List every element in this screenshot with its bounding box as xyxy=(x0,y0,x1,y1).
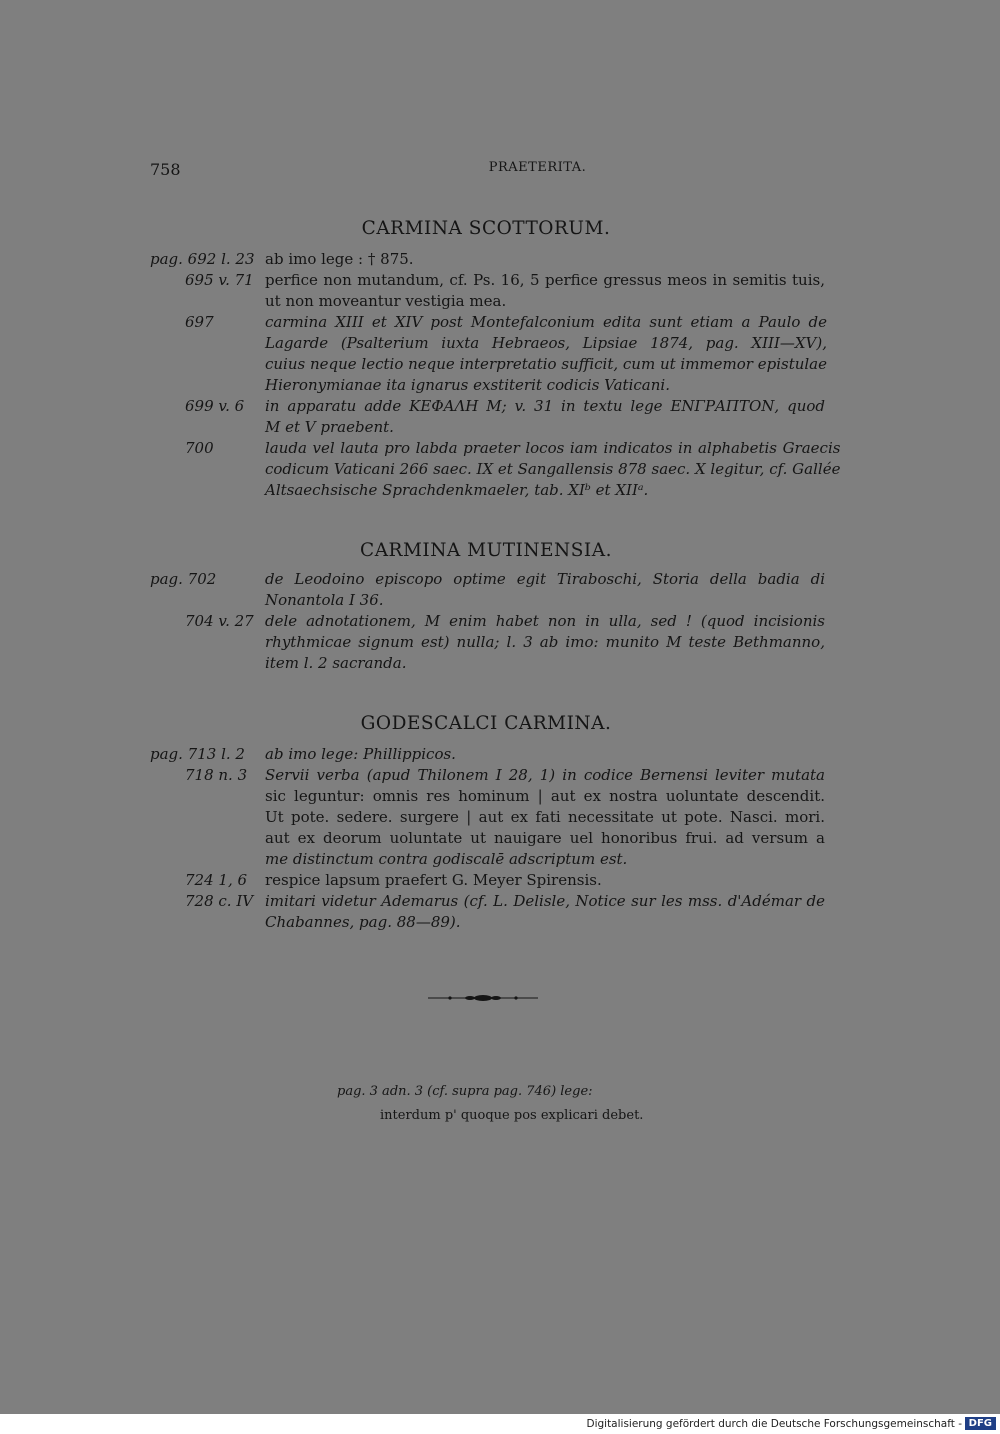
entry-line: Lagarde (Psalterium iuxta Hebraeos, Lipsiae 1874, pag. XIII—XV), xyxy=(265,334,828,352)
entry-line: cuius neque lectio neque interpretatio sufficit, cum ut immemor epistulae xyxy=(265,355,828,373)
page-number: 758 xyxy=(150,160,181,179)
entry-line: item l. 2 sacranda. xyxy=(265,654,407,672)
entry-line: ut non moveantur vestigia mea. xyxy=(265,292,507,310)
entry-line: Chabannes, pag. 88—89). xyxy=(265,913,461,931)
entry-line: rhythmicae signum est) nulla; l. 3 ab imo: munito M teste Bethmanno, xyxy=(265,633,825,651)
entry-ref: 700 xyxy=(185,439,214,457)
section-mutinensia xyxy=(150,569,825,674)
entry-ref: 718 n. 3 xyxy=(185,766,248,784)
entry-line: carmina XIII et XIV post Montefalconium edita sunt etiam a Paulo de xyxy=(265,313,828,331)
entry-697 xyxy=(150,312,828,396)
entry-ref: 724 1, 6 xyxy=(185,871,248,889)
entry-ref: 728 c. IV xyxy=(185,892,254,910)
funding-bar xyxy=(0,1414,1000,1434)
entry-713 xyxy=(150,744,825,765)
entry-line: respice lapsum praefert G. Meyer Spirensis. xyxy=(265,871,602,889)
entry-728 xyxy=(150,891,825,933)
entry-line: Ut pote. sedere. surgere | aut ex fati necessitate ut pote. Nasci. mori. xyxy=(265,808,825,826)
ornament-divider-icon xyxy=(428,992,538,1004)
entry-702 xyxy=(150,569,825,611)
footnote-line-2: interdum p' quoque pos explicari debet. xyxy=(380,1108,644,1123)
entry-line: aut ex deorum uoluntate ut nauigare uel honoribus frui. ad versum a xyxy=(265,829,825,847)
entry-line: Nonantola I 36. xyxy=(265,591,384,609)
entry-ref: pag. 702 xyxy=(150,570,217,588)
entry-695 xyxy=(150,270,825,312)
entry-line: me distinctum contra godiscalē adscriptum est. xyxy=(265,850,628,868)
section-title-godescalci: GODESCALCI CARMINA. xyxy=(360,713,612,734)
entry-ref: pag. 713 l. 2 xyxy=(150,745,245,763)
dfg-logo[interactable]: DFG xyxy=(965,1417,996,1430)
entry-line: sic leguntur: omnis res hominum | aut ex nostra uoluntate descendit. xyxy=(265,787,825,805)
entry-ref: 697 xyxy=(185,313,214,331)
entry-line: codicum Vaticani 266 saec. IX et Sangallensis 878 saec. X legitur, cf. Gallée xyxy=(265,460,841,478)
section-title-scottorum: CARMINA SCOTTORUM. xyxy=(361,218,611,239)
entry-line: perfice non mutandum, cf. Ps. 16, 5 perfice gressus meos in semitis tuis, xyxy=(265,271,825,289)
entry-ref: 699 v. 6 xyxy=(185,397,245,415)
section-godescalci xyxy=(150,744,825,933)
entry-line: Hieronymianae ita ignarus exstiterit codicis Vaticani. xyxy=(265,376,670,394)
funding-text: Digitalisierung gefördert durch die Deutsche Forschungsgemeinschaft - xyxy=(586,1418,962,1430)
footnote-line-1: pag. 3 adn. 3 (cf. supra pag. 746) lege: xyxy=(337,1084,593,1099)
entry-700 xyxy=(150,438,841,501)
entry-ref: pag. 692 l. 23 xyxy=(150,250,255,268)
section-scottorum xyxy=(150,249,841,501)
section-title-mutinensia: CARMINA MUTINENSIA. xyxy=(360,540,612,561)
entry-718 xyxy=(150,765,825,870)
entry-ref: 704 v. 27 xyxy=(185,612,254,630)
entry-699 xyxy=(150,396,825,438)
entry-line: imitari videtur Ademarus (cf. L. Delisle, Notice sur les mss. d'Adémar de xyxy=(265,892,825,910)
entry-line: ab imo lege: Phillippicos. xyxy=(265,745,456,763)
entry-line: ab imo lege : † 875. xyxy=(265,250,414,268)
entry-line: M et V praebent. xyxy=(265,418,394,436)
entry-line: lauda vel lauta pro labda praeter locos iam indicatos in alphabetis Graecis xyxy=(265,439,841,457)
entry-692 xyxy=(150,249,825,270)
entry-ref: 695 v. 71 xyxy=(185,271,254,289)
entry-line: dele adnotationem, M enim habet non in ulla, sed ! (quod incisionis xyxy=(265,612,825,630)
entry-724 xyxy=(150,870,825,891)
running-title: PRAETERITA. xyxy=(488,160,587,175)
entry-line: in apparatu adde ΚΕΦΑΛΗ Μ; v. 31 in textu lege ΕΝΓΡΑΠΤΟΝ, quod xyxy=(265,397,825,415)
entry-line: Altsaechsische Sprachdenkmaeler, tab. XIᵇ et XIIᵃ. xyxy=(265,481,649,499)
entry-line: Servii verba (apud Thilonem I 28, 1) in codice Bernensi leviter mutata xyxy=(265,766,825,784)
entry-704 xyxy=(150,611,825,674)
entry-line: de Leodoino episcopo optime egit Tiraboschi, Storia della badia di xyxy=(265,570,825,588)
